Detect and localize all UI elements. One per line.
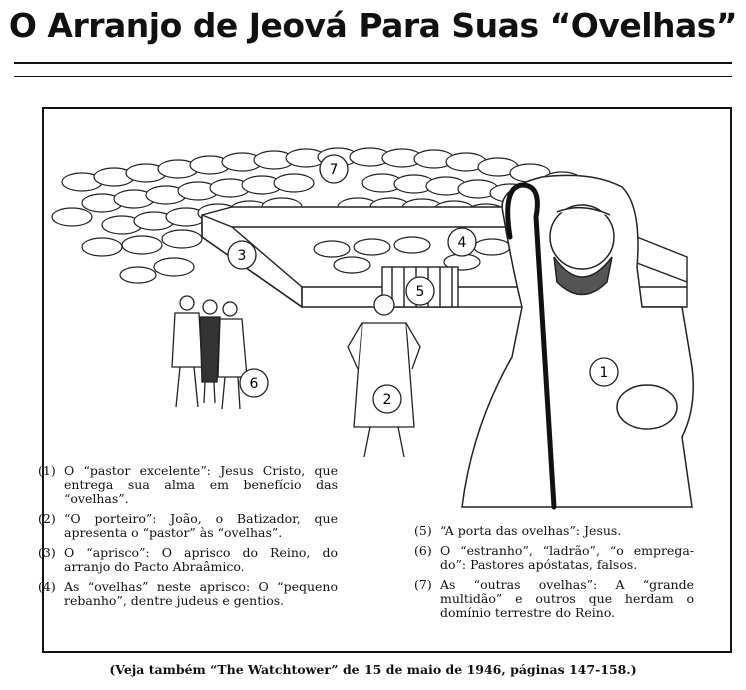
- legend-item-7: [414, 578, 694, 620]
- doorkeeper-figure: [348, 295, 420, 457]
- legend-text: As “ovelhas” neste aprisco: O “pequeno rebanho”, dentre judeus e gentios.: [64, 579, 338, 608]
- legend-number: (3): [38, 545, 56, 560]
- legend-number: (1): [38, 463, 56, 478]
- legend-number: (6): [414, 543, 432, 558]
- legend-text: O “estranho”, “ladrão”, “o emprega-do”: Pastores apóstatas, falsos.: [440, 543, 694, 572]
- legend-item-2: [38, 512, 338, 540]
- legend-number: (4): [38, 579, 56, 594]
- label-6: 6: [249, 376, 259, 392]
- legend-left: [38, 464, 338, 614]
- label-2: 2: [382, 392, 392, 408]
- legend-number: (2): [38, 511, 56, 526]
- label-1: 1: [599, 365, 609, 381]
- label-3: 3: [237, 248, 247, 264]
- title-rule-top: [14, 62, 732, 64]
- legend-item-6: [414, 544, 694, 572]
- legend-item-5: [414, 524, 694, 538]
- legend-item-1: [38, 464, 338, 506]
- legend-item-4: [38, 580, 338, 608]
- legend-number: (7): [414, 577, 432, 592]
- strangers-group: [172, 296, 247, 409]
- legend-text: “A porta das ovelhas”: Jesus.: [440, 523, 622, 538]
- legend-item-3: [38, 546, 338, 574]
- legend-text: O “pastor excelente”: Jesus Cristo, que entrega sua alma em benefício das “ovelhas”.: [64, 463, 338, 506]
- legend-text: O “aprisco”: O aprisco do Reino, do arranjo do Pacto Abraâmico.: [64, 545, 338, 574]
- label-7: 7: [329, 162, 339, 178]
- title-rule-bottom: [14, 76, 732, 77]
- legend-number: (5): [414, 523, 432, 538]
- page-title: O Arranjo de Jeová Para Suas “Ovelhas”: [8, 6, 738, 45]
- legend-right: [414, 524, 694, 626]
- label-5: 5: [415, 284, 425, 300]
- legend-text: As “outras ovelhas”: A “grande multidão” e outros que herdam o domínio terrestre do Reino.: [440, 577, 694, 620]
- legend-text: “O porteiro”: João, o Batizador, que apresenta o “pastor” às “ovelhas”.: [64, 511, 338, 540]
- label-4: 4: [457, 235, 467, 251]
- footer-reference: (Veja também “The Watchtower” de 15 de maio de 1946, páginas 147-158.): [109, 662, 637, 677]
